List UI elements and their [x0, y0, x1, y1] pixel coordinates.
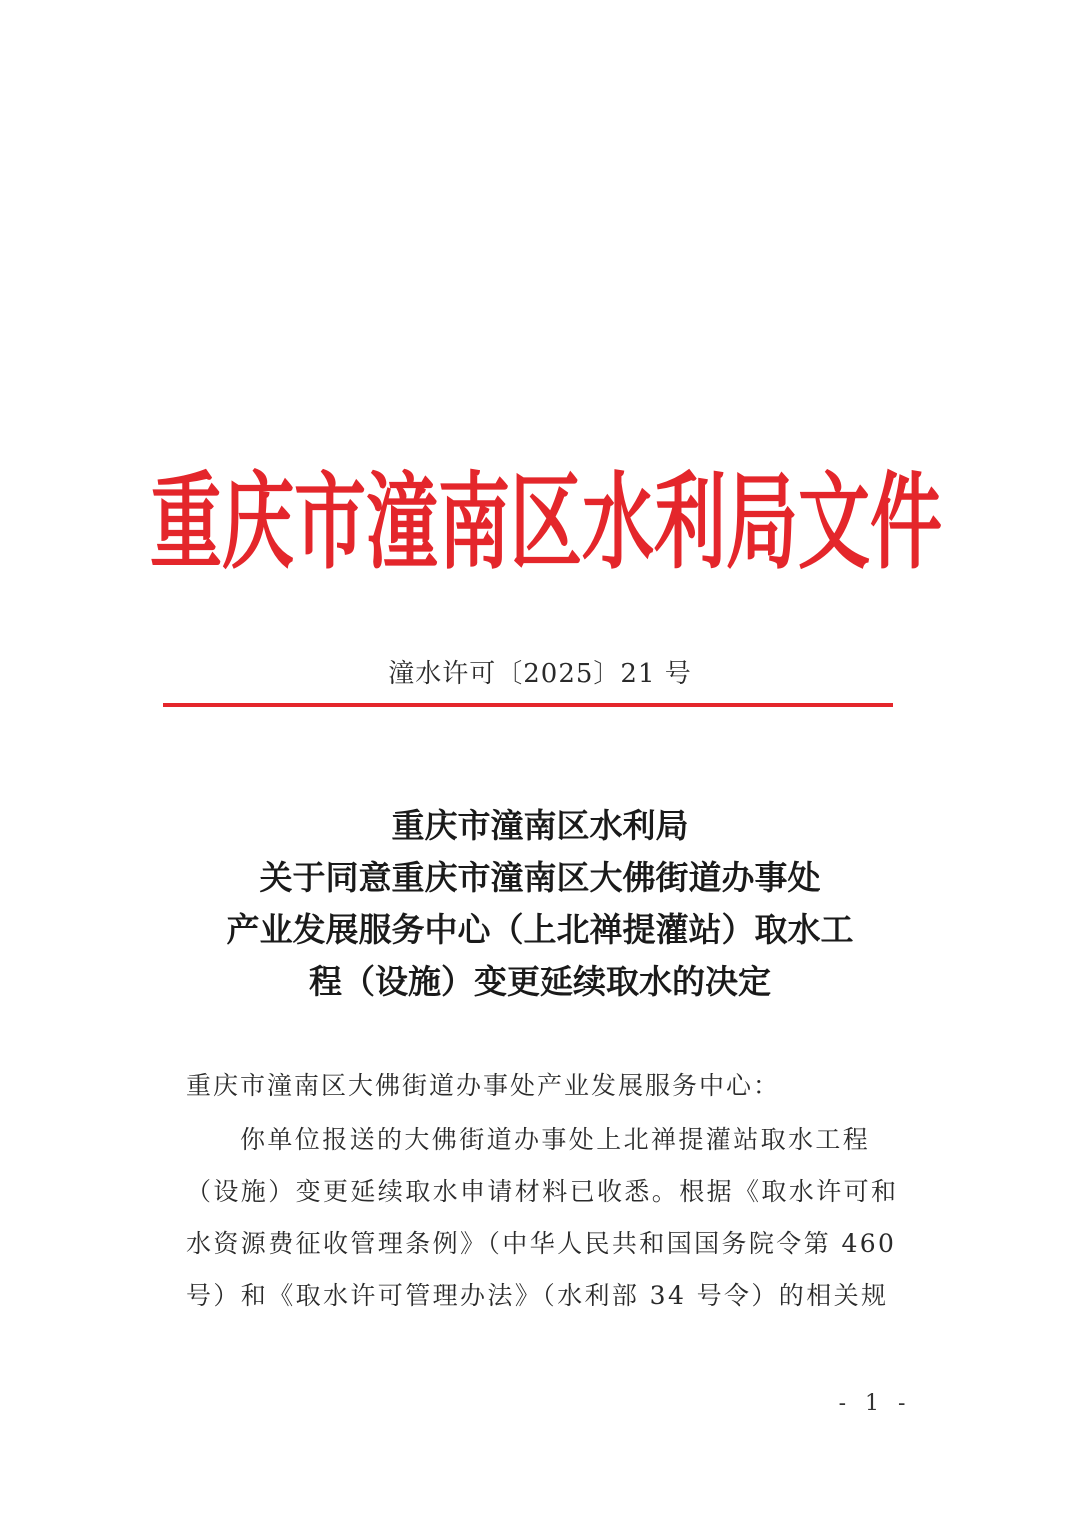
title-line: 程（设施）变更延续取水的决定	[309, 962, 771, 1001]
red-masthead-title: 重庆市潼南区水利局文件	[150, 461, 943, 583]
document-number: 潼水许可〔2025〕21 号	[388, 659, 692, 689]
salutation: 重庆市潼南区大佛街道办事处产业发展服务中心：	[186, 1071, 781, 1100]
body-line: （设施）变更延续取水申请材料已收悉。根据《取水许可和	[186, 1177, 899, 1206]
body-line: 你单位报送的大佛街道办事处上北禅提灌站取水工程	[240, 1125, 871, 1154]
body-line: 水资源费征收管理条例》（中华人民共和国国务院令第 460	[186, 1229, 897, 1258]
body-line: 号）和《取水许可管理办法》（水利部 34 号令）的相关规	[186, 1281, 889, 1310]
title-line: 关于同意重庆市潼南区大佛街道办事处	[259, 858, 821, 897]
body-paragraph	[186, 1114, 904, 1322]
red-divider-line	[163, 703, 893, 707]
title-line: 重庆市潼南区水利局	[391, 806, 689, 845]
title-line: 产业发展服务中心（上北禅提灌站）取水工	[226, 910, 854, 949]
page-number: - 1 -	[838, 1391, 912, 1416]
document-title	[150, 800, 930, 1008]
